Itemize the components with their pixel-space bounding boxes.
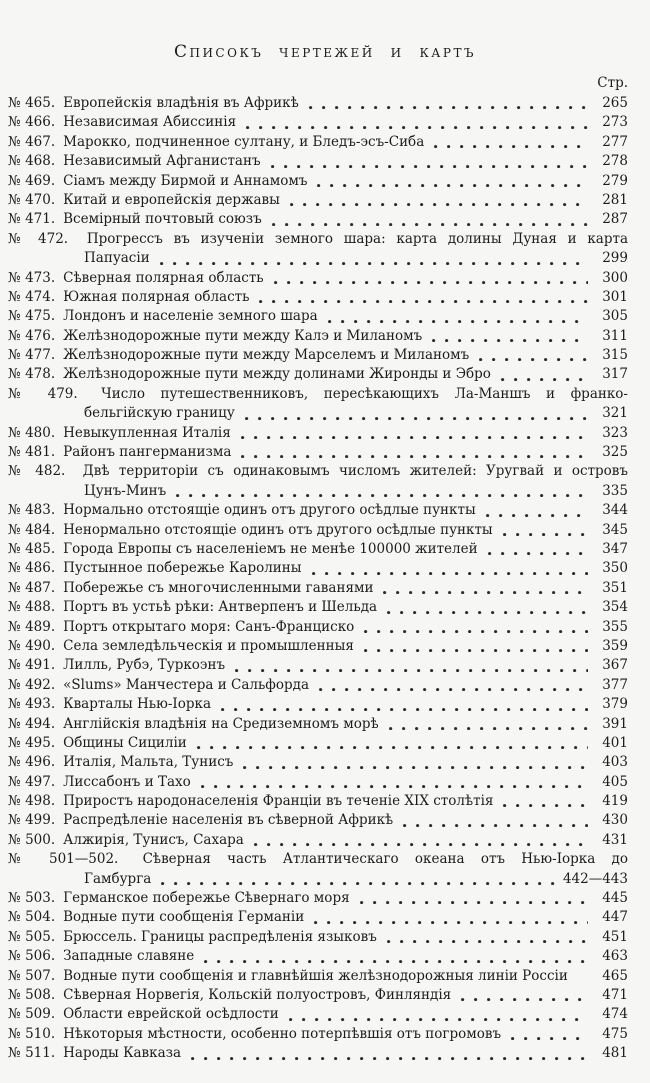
dot-leader bbox=[403, 824, 588, 827]
entry-number: № 471. bbox=[8, 211, 56, 228]
entry-number: № 489. bbox=[8, 618, 56, 635]
entry-page: 277 bbox=[602, 133, 628, 150]
entry-number: № 474. bbox=[8, 288, 56, 305]
entry-page: 311 bbox=[602, 327, 628, 344]
entry-page: 379 bbox=[602, 696, 628, 713]
toc-entry bbox=[8, 172, 628, 191]
entry-title: «Slums» Манчестера и Сальфорда bbox=[63, 676, 309, 693]
entry-title: Всемірный почтовый союзъ bbox=[63, 211, 262, 228]
dot-leader bbox=[383, 591, 588, 594]
entry-page: 299 bbox=[602, 250, 628, 267]
toc-entry bbox=[8, 850, 628, 889]
dot-leader bbox=[161, 882, 557, 885]
entry-page: 447 bbox=[602, 909, 628, 926]
dot-leader bbox=[272, 223, 588, 226]
entry-number: № 490. bbox=[8, 637, 56, 654]
toc-entry bbox=[8, 967, 628, 986]
toc-entry bbox=[8, 947, 628, 966]
entry-page: 355 bbox=[602, 618, 628, 635]
toc-entry bbox=[8, 210, 628, 229]
entry-page: 431 bbox=[602, 831, 628, 848]
entry-title: Пустынное побережье Каролины bbox=[63, 560, 302, 577]
entry-page: 367 bbox=[602, 657, 628, 674]
entry-number: № 479. bbox=[8, 385, 78, 402]
toc-entry bbox=[8, 889, 628, 908]
entry-number: № 478. bbox=[8, 366, 56, 383]
entry-number: № 510. bbox=[8, 1025, 56, 1042]
entry-page: 401 bbox=[602, 734, 628, 751]
entry-number: № 497. bbox=[8, 773, 56, 790]
toc-entry bbox=[8, 986, 628, 1005]
entry-page: 419 bbox=[602, 793, 628, 810]
entry-title: Водные пути сообщенія и главнѣйшія желѣзнодорожныя линіи Россіи bbox=[63, 967, 568, 984]
entry-title: Народы Кавказа bbox=[63, 1045, 182, 1062]
toc-entry bbox=[8, 230, 628, 269]
dot-leader bbox=[245, 417, 588, 420]
dot-leader bbox=[479, 358, 588, 361]
entry-page: 481 bbox=[602, 1045, 628, 1062]
entry-title: Нѣкоторыя мѣстности, особенно потерпѣвшія отъ погромовъ bbox=[63, 1025, 502, 1042]
dot-leader bbox=[387, 611, 588, 614]
entry-number: № 467. bbox=[8, 133, 56, 150]
toc-entry-continuation bbox=[8, 482, 628, 501]
dot-leader bbox=[314, 921, 588, 924]
toc-entry bbox=[8, 152, 628, 171]
entry-number: № 511. bbox=[8, 1045, 56, 1062]
dot-leader bbox=[364, 649, 588, 652]
entry-title: Число путешественниковъ, пересѣкающихъ Ла-Маншъ и франко- bbox=[101, 385, 628, 402]
entry-number: № 505. bbox=[8, 928, 56, 945]
entry-page: 325 bbox=[602, 444, 628, 461]
toc-entry bbox=[8, 288, 628, 307]
entry-number: № 499. bbox=[8, 812, 56, 829]
toc-entry bbox=[8, 307, 628, 326]
entry-title: Районъ пангерманизма bbox=[63, 444, 232, 461]
toc-entry bbox=[8, 598, 628, 617]
dot-leader bbox=[290, 203, 588, 206]
dot-leader bbox=[488, 552, 588, 555]
entry-page: 354 bbox=[602, 599, 628, 616]
entry-title: Италія, Мальта, Тунисъ bbox=[63, 754, 234, 771]
entry-page: 345 bbox=[602, 521, 628, 538]
entry-page: 391 bbox=[602, 715, 628, 732]
dot-leader bbox=[319, 688, 588, 691]
entry-title: Портъ открытаго моря: Санъ-Франциско bbox=[63, 618, 355, 635]
dot-leader bbox=[312, 572, 588, 575]
entry-title: Желѣзнодорожные пути между Калэ и Миланомъ bbox=[63, 327, 423, 344]
entry-title-continuation: Цунъ-Минъ bbox=[84, 482, 167, 499]
dot-leader bbox=[486, 514, 588, 517]
dot-leader bbox=[246, 126, 588, 129]
toc-entry bbox=[8, 346, 628, 365]
entry-number: № 480. bbox=[8, 424, 56, 441]
toc-entry-continuation bbox=[8, 249, 628, 268]
entry-page: 430 bbox=[602, 812, 628, 829]
entry-number: № 492. bbox=[8, 676, 56, 693]
dot-leader bbox=[176, 494, 588, 497]
entry-page: 323 bbox=[602, 424, 628, 441]
entry-title: Южная полярная область bbox=[63, 288, 250, 305]
entry-page: 442—443 bbox=[562, 870, 628, 887]
entry-number: № 484. bbox=[8, 521, 56, 538]
toc-entry bbox=[8, 908, 628, 927]
entry-page: 474 bbox=[602, 1006, 628, 1023]
entry-title: Двѣ территоріи съ одинаковымъ числомъ жителей: Уругвай и островъ bbox=[82, 463, 628, 480]
dot-leader bbox=[254, 843, 588, 846]
entry-title: Приростъ народонаселенія Франціи въ теченіе XIX столѣтія bbox=[63, 793, 494, 810]
entry-page: 287 bbox=[602, 211, 628, 228]
dot-leader bbox=[204, 960, 588, 963]
entry-title: Сѣверная полярная область bbox=[63, 269, 264, 286]
entry-page: 273 bbox=[602, 114, 628, 131]
entry-number: № 504. bbox=[8, 909, 56, 926]
entry-number: № 495. bbox=[8, 734, 56, 751]
entry-page: 445 bbox=[602, 890, 628, 907]
dot-leader bbox=[387, 940, 588, 943]
entry-number: № 494. bbox=[8, 715, 56, 732]
entry-title: Европейскія владѣнія въ Африкѣ bbox=[63, 95, 299, 111]
toc-entry-continuation bbox=[8, 404, 628, 423]
toc-entry bbox=[8, 676, 628, 695]
entry-title: Китай и европейскія державы bbox=[63, 191, 280, 208]
dot-leader bbox=[201, 785, 588, 788]
entry-title: Водные пути сообщенія Германіи bbox=[63, 909, 305, 926]
entry-number: № 465. bbox=[8, 95, 56, 111]
entry-number: № 468. bbox=[8, 153, 56, 170]
entry-number: № 506. bbox=[8, 948, 56, 965]
entry-page: 463 bbox=[602, 948, 628, 965]
entry-title: Общины Сициліи bbox=[63, 734, 187, 751]
toc-entry bbox=[8, 540, 628, 559]
entry-title: Лиссабонъ и Тахо bbox=[63, 773, 191, 790]
entry-page: 301 bbox=[602, 288, 628, 305]
entry-title: Германское побережье Сѣвернаго моря bbox=[63, 890, 350, 907]
entry-page: 351 bbox=[602, 579, 628, 596]
toc-entry bbox=[8, 1044, 628, 1063]
page-column-header: Стр. bbox=[597, 75, 628, 91]
toc-entry-continuation bbox=[8, 870, 628, 889]
entry-number: № 501—502. bbox=[8, 851, 119, 868]
toc-entry bbox=[8, 811, 628, 830]
dot-leader bbox=[328, 320, 588, 323]
entry-title: Портъ въ устьѣ рѣки: Антверпенъ и Шельда bbox=[63, 599, 378, 616]
entry-number: № 491. bbox=[8, 657, 56, 674]
entry-page: 281 bbox=[602, 191, 628, 208]
toc-entry bbox=[8, 365, 628, 384]
dot-leader bbox=[389, 727, 588, 730]
dot-leader bbox=[221, 708, 588, 711]
entry-page: 265 bbox=[602, 95, 628, 111]
entry-title-continuation: бельгійскую границу bbox=[84, 405, 235, 422]
toc-entry bbox=[8, 734, 628, 753]
dot-leader bbox=[259, 300, 588, 303]
entry-page: 344 bbox=[602, 502, 628, 519]
dot-leader bbox=[511, 1037, 588, 1040]
entry-number: № 488. bbox=[8, 599, 56, 616]
entry-number: № 475. bbox=[8, 308, 56, 325]
entry-page: 347 bbox=[602, 540, 628, 557]
entry-number: № 509. bbox=[8, 1006, 56, 1023]
entry-title: Лондонъ и населеніе земного шара bbox=[63, 308, 318, 325]
toc-entry bbox=[8, 773, 628, 792]
dot-leader bbox=[503, 804, 588, 807]
dot-leader bbox=[364, 630, 588, 633]
toc-entry bbox=[8, 94, 628, 113]
entry-number: № 508. bbox=[8, 986, 56, 1003]
entry-page: 377 bbox=[602, 676, 628, 693]
entry-title: Села земледѣльческія и промышленныя bbox=[63, 637, 354, 654]
entry-page: 359 bbox=[602, 637, 628, 654]
entry-number: № 476. bbox=[8, 327, 56, 344]
entry-title: Невыкупленная Италія bbox=[63, 424, 231, 441]
entry-title: Ненормально отстоящіе одинъ отъ другого осѣдлые пункты bbox=[63, 521, 493, 538]
entry-title: Нормально отстоящіе одинъ отъ другого осѣдлые пункты bbox=[63, 502, 476, 519]
dot-leader bbox=[317, 184, 588, 187]
entry-title: Распредѣленіе населенія въ сѣверной Африкѣ bbox=[63, 812, 394, 829]
entry-title: Области еврейской осѣдлости bbox=[63, 1006, 279, 1023]
toc-entry bbox=[8, 1025, 628, 1044]
dot-leader bbox=[235, 669, 588, 672]
toc-entry bbox=[8, 385, 628, 424]
dot-leader bbox=[501, 378, 588, 381]
entry-title: Сѣверная часть Атлантическаго океана отъ Нью-Іорка до bbox=[142, 851, 628, 868]
entry-number: № 496. bbox=[8, 754, 56, 771]
toc-entry bbox=[8, 443, 628, 462]
entry-number: № 466. bbox=[8, 114, 56, 131]
dot-leader bbox=[160, 262, 588, 265]
toc-entry bbox=[8, 715, 628, 734]
dot-leader bbox=[578, 979, 588, 982]
entry-title-continuation: Папуасіи bbox=[84, 250, 150, 267]
entry-number: № 483. bbox=[8, 502, 56, 519]
toc-entry bbox=[8, 133, 628, 152]
entry-number: № 472. bbox=[8, 230, 69, 247]
dot-leader bbox=[461, 998, 588, 1001]
entry-title: Западные славяне bbox=[63, 948, 195, 965]
entry-page: 465 bbox=[602, 967, 628, 984]
entry-title: Желѣзнодорожные пути между долинами Жиронды и Эбро bbox=[63, 366, 491, 383]
dot-leader bbox=[503, 533, 588, 536]
entry-page: 321 bbox=[602, 405, 628, 422]
dot-leader bbox=[289, 1018, 588, 1021]
entry-title: Кварталы Нью-Іорка bbox=[63, 696, 212, 713]
entry-title: Побережье съ многочисленными гаванями bbox=[63, 579, 374, 596]
entry-title: Независимый Афганистанъ bbox=[63, 153, 261, 170]
dot-leader bbox=[197, 746, 588, 749]
entry-number: № 469. bbox=[8, 172, 56, 189]
entry-title: Города Европы съ населеніемъ не менѣе 100000 жителей bbox=[63, 540, 478, 557]
entry-page: 471 bbox=[602, 986, 628, 1003]
entry-page: 350 bbox=[602, 560, 628, 577]
entry-title: Алжирія, Тунисъ, Сахара bbox=[63, 831, 244, 848]
dot-leader bbox=[271, 165, 588, 168]
entry-title: Марокко, подчиненное султану, и Бледъ-эсъ-Сиба bbox=[63, 133, 425, 150]
entry-page: 305 bbox=[602, 308, 628, 325]
dot-leader bbox=[434, 145, 588, 148]
entry-page: 300 bbox=[602, 269, 628, 286]
entry-title: Прогрессъ въ изученіи земного шара: карта долины Дуная и карта bbox=[86, 230, 628, 247]
entry-title: Брюссель. Границы распредѣленія языковъ bbox=[63, 928, 377, 945]
entry-number: № 507. bbox=[8, 967, 56, 984]
entry-title: Сіамъ между Бирмой и Аннамомъ bbox=[63, 172, 308, 189]
toc-entry bbox=[8, 191, 628, 210]
toc-entry bbox=[8, 327, 628, 346]
entry-title-continuation: Гамбурга bbox=[84, 870, 152, 887]
entry-page: 278 bbox=[602, 153, 628, 170]
entry-title: Желѣзнодорожные пути между Марселемъ и Миланомъ bbox=[63, 347, 470, 364]
entry-number: № 470. bbox=[8, 191, 56, 208]
toc-entry bbox=[8, 1005, 628, 1024]
entry-title: Независимая Абиссинія bbox=[63, 114, 237, 131]
entry-title: Сѣверная Норвегія, Кольскій полуостровъ, Финляндія bbox=[63, 986, 452, 1003]
entry-page: 315 bbox=[602, 347, 628, 364]
dot-leader bbox=[309, 106, 588, 109]
entry-number: № 500. bbox=[8, 831, 56, 848]
dot-leader bbox=[241, 455, 588, 458]
entry-page: 279 bbox=[602, 172, 628, 189]
toc-entry bbox=[8, 521, 628, 540]
entry-number: № 486. bbox=[8, 560, 56, 577]
toc-entry bbox=[8, 831, 628, 850]
toc-entry bbox=[8, 559, 628, 578]
entry-page: 335 bbox=[602, 482, 628, 499]
toc-entry bbox=[8, 656, 628, 675]
toc-entry bbox=[8, 269, 628, 288]
entry-number: № 473. bbox=[8, 269, 56, 286]
dot-leader bbox=[191, 1057, 588, 1060]
entry-number: № 493. bbox=[8, 696, 56, 713]
toc-entry bbox=[8, 424, 628, 443]
toc-entry bbox=[8, 695, 628, 714]
entry-page: 317 bbox=[602, 366, 628, 383]
toc-entry bbox=[8, 501, 628, 520]
entry-title: Англійскія владѣнія на Средиземномъ морѣ bbox=[63, 715, 379, 732]
entry-title: Лилль, Рубэ, Туркоэнъ bbox=[63, 657, 226, 674]
page-title: Списокъ чертежей и картъ bbox=[173, 42, 477, 62]
dot-leader bbox=[360, 901, 588, 904]
toc-entry bbox=[8, 637, 628, 656]
toc-entry bbox=[8, 579, 628, 598]
entry-number: № 503. bbox=[8, 890, 56, 907]
entry-page: 405 bbox=[602, 773, 628, 790]
entry-number: № 485. bbox=[8, 540, 56, 557]
dot-leader bbox=[241, 436, 588, 439]
toc-entry bbox=[8, 113, 628, 132]
entry-number: № 477. bbox=[8, 347, 56, 364]
entry-number: № 487. bbox=[8, 579, 56, 596]
toc-entry bbox=[8, 928, 628, 947]
toc-entry bbox=[8, 462, 628, 501]
toc-entry bbox=[8, 618, 628, 637]
entry-page: 451 bbox=[602, 928, 628, 945]
toc-list bbox=[0, 91, 650, 1064]
toc-entry bbox=[8, 753, 628, 772]
dot-leader bbox=[432, 339, 588, 342]
entry-page: 475 bbox=[602, 1025, 628, 1042]
entry-number: № 482. bbox=[8, 463, 66, 480]
entry-number: № 481. bbox=[8, 444, 56, 461]
entry-page: 403 bbox=[602, 754, 628, 771]
dot-leader bbox=[243, 766, 588, 769]
toc-entry bbox=[8, 792, 628, 811]
dot-leader bbox=[274, 281, 588, 284]
entry-number: № 498. bbox=[8, 793, 56, 810]
